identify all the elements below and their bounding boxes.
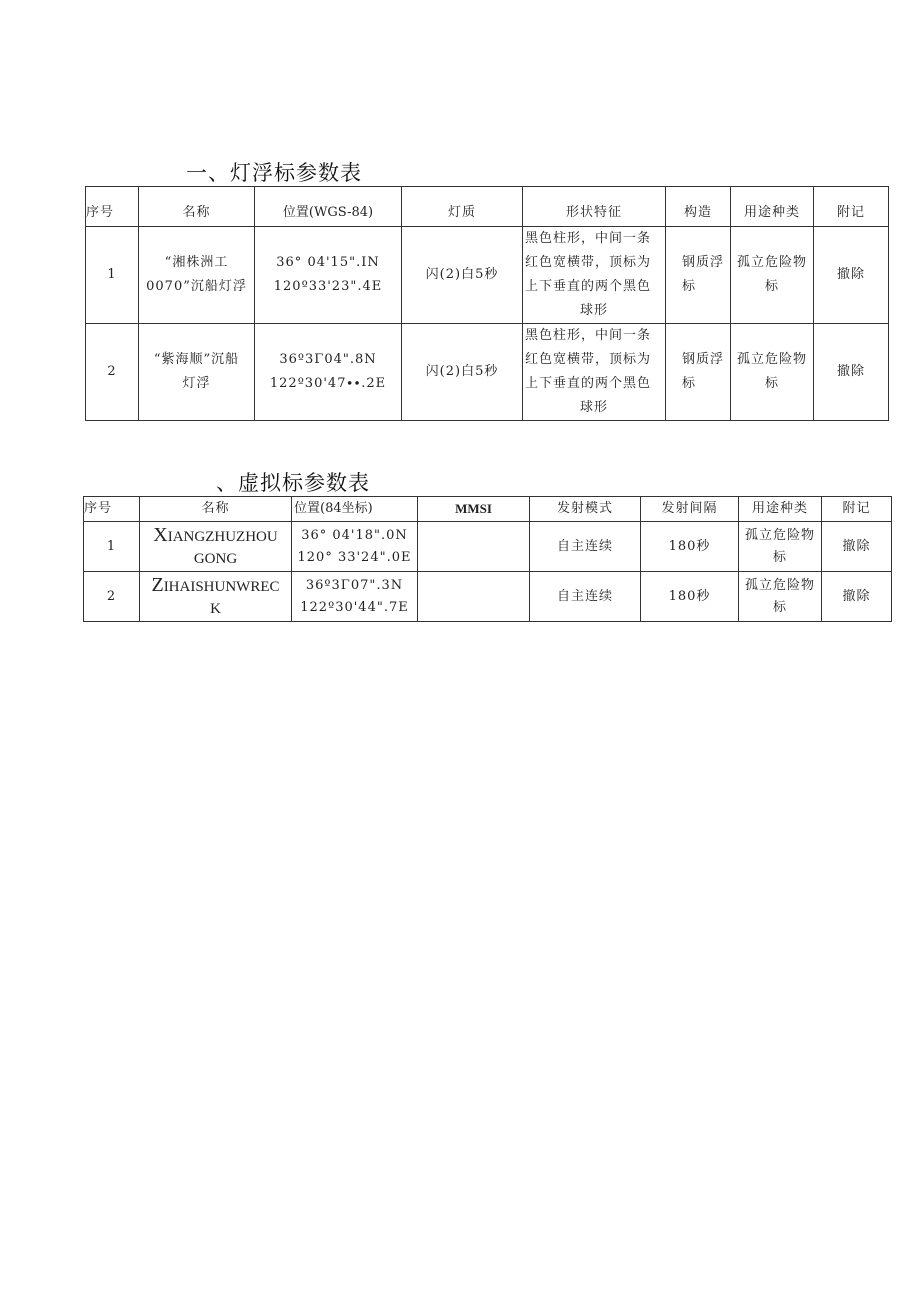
usage-line: 孤立危险物 <box>736 352 807 367</box>
table-row <box>86 324 889 421</box>
longitude: 122º30'47∙∙.2E <box>269 376 387 391</box>
shape-line: 红色宽横带，顶标为 <box>525 255 652 270</box>
row-mode: 自主连续 <box>530 522 641 572</box>
usage-line: 标 <box>772 549 787 565</box>
usage-line: 标 <box>764 376 779 391</box>
row-remark: 撤除 <box>814 324 889 421</box>
header-remark: 附记 <box>814 187 889 227</box>
row-position <box>292 572 418 622</box>
table-header-row <box>84 497 892 522</box>
usage-line: 孤立危险物 <box>736 255 807 270</box>
name-rest: IANGZHUZHOU <box>167 528 278 545</box>
name-line: 0070”沉船灯浮 <box>146 279 247 294</box>
shape-line: 上下垂直的两个黑色 <box>525 279 652 294</box>
header-remark: 附记 <box>822 497 892 522</box>
row-position <box>255 227 402 324</box>
name-line <box>142 524 289 548</box>
header-interval: 发射间隔 <box>641 497 739 522</box>
row-structure <box>666 227 731 324</box>
shape-line: 黑色柱形，中间一条 <box>525 231 652 246</box>
shape-line: 上下垂直的两个黑色 <box>525 376 652 391</box>
name-line: “紫海顺”沉船 <box>153 352 240 367</box>
usage-line: 孤立危险物 <box>744 577 815 593</box>
light-buoy-table <box>85 186 889 421</box>
row-name <box>139 227 255 324</box>
usage-line: 标 <box>764 279 779 294</box>
name-initial: X <box>153 523 168 546</box>
structure-line: 钢质浮 <box>682 352 725 367</box>
shape-line: 黑色柱形，中间一条 <box>525 328 652 343</box>
header-index: 序号 <box>86 187 139 227</box>
header-light: 灯质 <box>402 187 523 227</box>
latitude: 36º3Γ07".3N <box>305 577 404 593</box>
name-line: 灯浮 <box>182 376 211 391</box>
table2-title: 、虚拟标参数表 <box>216 471 370 495</box>
row-name <box>139 324 255 421</box>
header-position: 位置(WGS-84) <box>255 187 402 227</box>
row-shape <box>523 227 666 324</box>
latitude: 36º3Γ04".8N <box>279 352 377 367</box>
header-index: 序号 <box>84 497 140 522</box>
longitude: 122º30'44".7E <box>300 599 409 615</box>
row-usage <box>739 522 822 572</box>
name-line: K <box>210 600 221 617</box>
row-remark: 撤除 <box>814 227 889 324</box>
row-shape <box>523 324 666 421</box>
table-row <box>84 522 892 572</box>
name-line: GONG <box>193 550 238 567</box>
latitude: 36° 04'18".0N <box>301 527 408 543</box>
row-index: 1 <box>84 522 140 572</box>
row-interval: 180秒 <box>641 572 739 622</box>
row-index: 2 <box>84 572 140 622</box>
row-position <box>255 324 402 421</box>
header-name: 名称 <box>139 187 255 227</box>
structure-line: 标 <box>682 279 697 294</box>
longitude: 120° 33'24".0E <box>297 549 412 565</box>
shape-line: 球形 <box>579 303 608 318</box>
table-header-row <box>86 187 889 227</box>
name-line: “湘株洲工 <box>164 255 229 270</box>
name-line <box>142 574 289 598</box>
header-usage: 用途种类 <box>739 497 822 522</box>
longitude: 120º33'23".4E <box>273 279 383 294</box>
row-interval: 180秒 <box>641 522 739 572</box>
row-light: 闪(2)白5秒 <box>402 227 523 324</box>
name-initial: Z <box>151 573 164 596</box>
row-index: 1 <box>86 227 139 324</box>
header-shape: 形状特征 <box>523 187 666 227</box>
structure-line: 钢质浮 <box>682 255 725 270</box>
row-name <box>140 572 292 622</box>
row-index: 2 <box>86 324 139 421</box>
table-row <box>86 227 889 324</box>
row-usage <box>731 227 814 324</box>
row-position <box>292 522 418 572</box>
row-structure <box>666 324 731 421</box>
header-name: 名称 <box>140 497 292 522</box>
table1-title: 一、灯浮标参数表 <box>186 161 362 185</box>
header-mode: 发射模式 <box>530 497 641 522</box>
row-mmsi <box>418 522 530 572</box>
row-usage <box>739 572 822 622</box>
row-usage <box>731 324 814 421</box>
table-row <box>84 572 892 622</box>
row-mmsi <box>418 572 530 622</box>
header-usage: 用途种类 <box>731 187 814 227</box>
virtual-mark-table <box>83 496 892 622</box>
usage-line: 标 <box>772 599 787 615</box>
latitude: 36° 04'15".IN <box>276 255 380 270</box>
row-remark: 撤除 <box>822 522 892 572</box>
row-remark: 撤除 <box>822 572 892 622</box>
header-structure: 构造 <box>666 187 731 227</box>
header-mmsi: MMSI <box>418 497 530 522</box>
structure-line: 标 <box>682 376 697 391</box>
header-position: 位置(84坐标) <box>292 497 418 522</box>
row-mode: 自主连续 <box>530 572 641 622</box>
usage-line: 孤立危险物 <box>744 527 815 543</box>
shape-line: 红色宽横带，顶标为 <box>525 352 652 367</box>
name-rest: IHAISHUNWREC <box>163 578 280 595</box>
row-light: 闪(2)白5秒 <box>402 324 523 421</box>
shape-line: 球形 <box>579 400 608 415</box>
row-name <box>140 522 292 572</box>
